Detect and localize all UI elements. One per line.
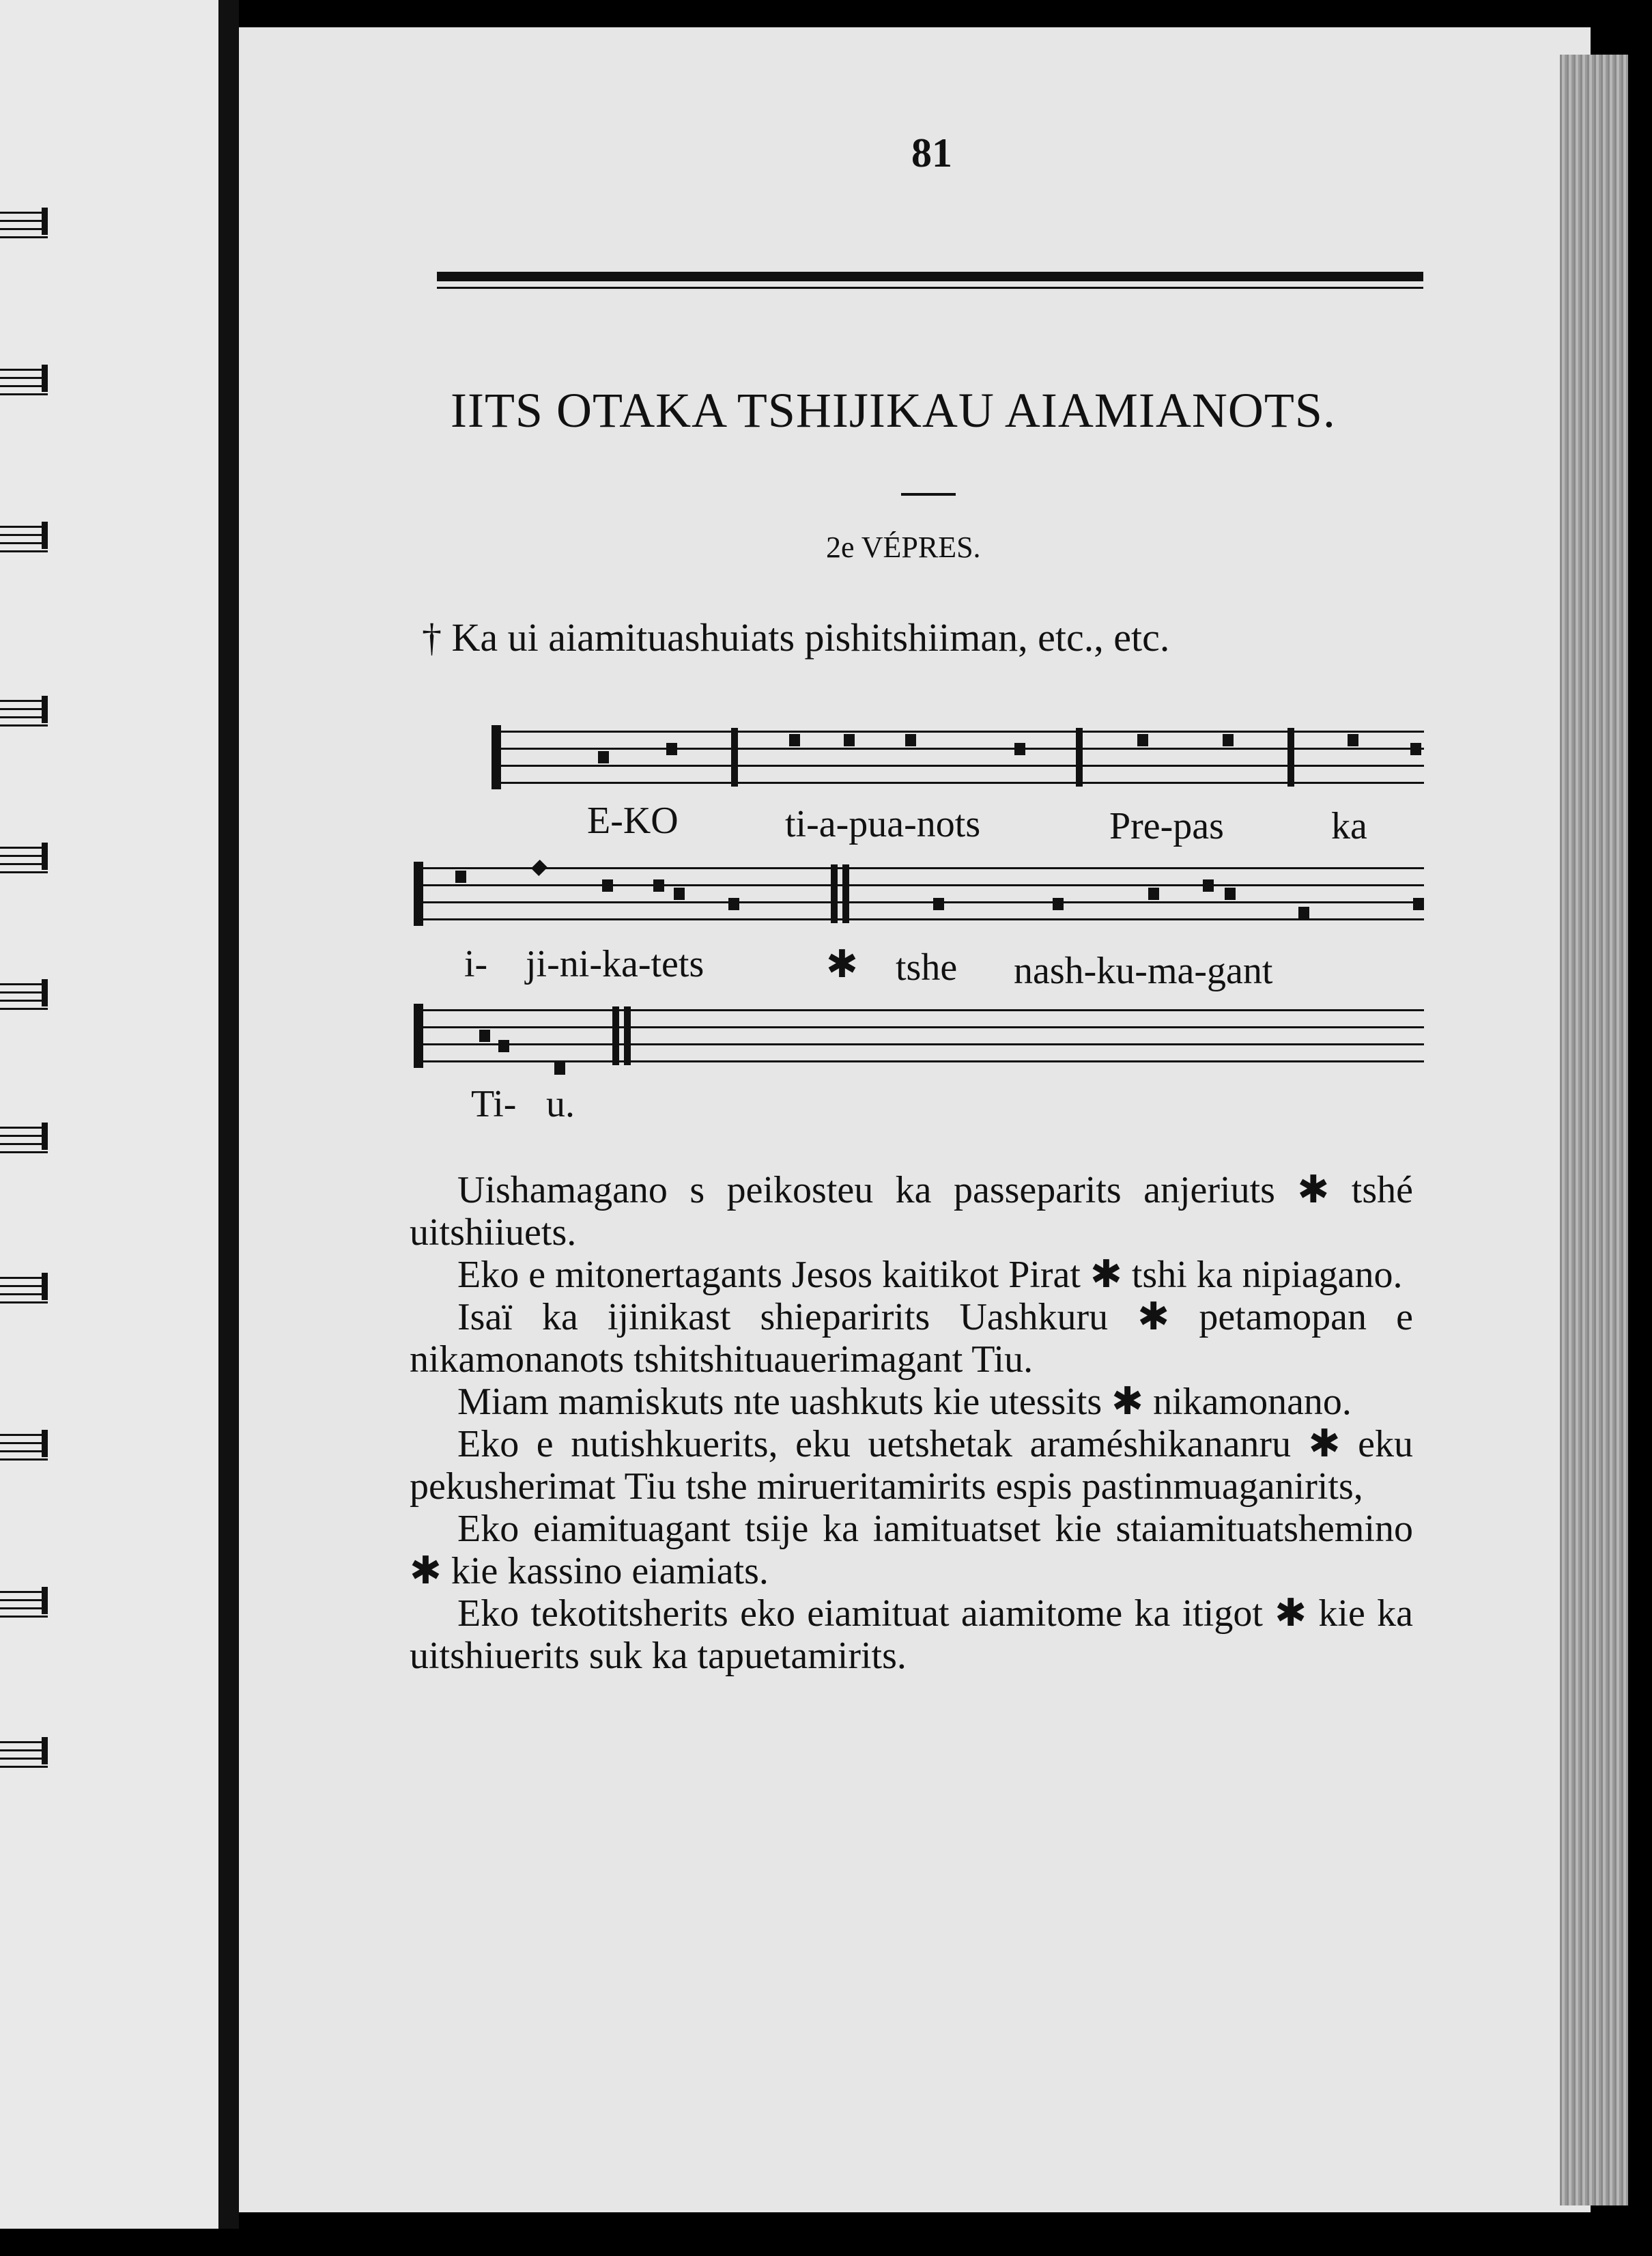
bar-line xyxy=(1287,728,1294,787)
neume xyxy=(1014,743,1025,755)
music-fragment xyxy=(0,1277,48,1304)
neume xyxy=(1298,907,1309,919)
music-fragment xyxy=(0,847,48,874)
verse-paragraph: Eko e nutishkuerits, eku uetshetak araméshikananru ✱ eku pekusherimat Tiu tshe mirueritamirits espis pastinmuaganirits, xyxy=(410,1423,1413,1508)
music-fragment xyxy=(0,1434,48,1461)
neume xyxy=(674,888,685,900)
clef-icon xyxy=(492,725,501,789)
verse-paragraph: Miam mamiskuts nte uashkuts kie utessits ✱ nikamonano. xyxy=(457,1381,1352,1423)
neume xyxy=(1148,888,1159,900)
flat-sign xyxy=(455,871,466,883)
verse-paragraph: Uishamagano s peikosteu ka passeparits anjeriuts ✱ tshé uitshiiuets. xyxy=(410,1169,1413,1254)
music-fragment xyxy=(0,369,48,396)
lyric: E-KO xyxy=(587,800,679,842)
music-staff-3 xyxy=(418,1009,1424,1062)
lyric: ti-a-pua-nots xyxy=(785,803,981,845)
bar-line xyxy=(831,864,838,923)
neume xyxy=(1410,743,1421,755)
bar-line xyxy=(731,728,738,787)
neume xyxy=(1348,734,1358,746)
asterisk-mark: ✱ xyxy=(826,944,858,986)
verse-paragraph: Isaï ka ijinikast shieparirits Uashkuru ✱ petamopan e nikamonanots tshitshituauerimagant Tiu. xyxy=(410,1296,1413,1381)
music-fragment xyxy=(0,983,48,1011)
neume xyxy=(789,734,800,746)
neume xyxy=(554,1062,565,1075)
neume xyxy=(1413,898,1424,910)
psalm-verses xyxy=(410,1169,1413,1677)
book-page xyxy=(239,27,1591,2212)
verse-paragraph: Eko eiamituagant tsije ka iamituatset kie staiamituatshemino ✱ kie kassino eiamiats. xyxy=(410,1508,1413,1592)
music-fragment xyxy=(0,526,48,553)
neume xyxy=(844,734,855,746)
neume xyxy=(1203,879,1214,892)
lyric: Ti- xyxy=(471,1083,517,1125)
neume xyxy=(1137,734,1148,746)
page-stack-edge xyxy=(1560,55,1628,2205)
lyric: Pre-pas xyxy=(1109,805,1224,847)
bar-line xyxy=(612,1006,619,1065)
bar-line xyxy=(842,864,849,923)
music-fragment xyxy=(0,1591,48,1618)
neume xyxy=(1225,888,1236,900)
music-fragment xyxy=(0,700,48,727)
book-gutter xyxy=(218,0,239,2256)
neume xyxy=(479,1030,490,1042)
neume xyxy=(1053,898,1064,910)
neume xyxy=(598,751,609,763)
header-rule-thin xyxy=(437,287,1423,289)
neume xyxy=(498,1040,509,1052)
lyric: i- xyxy=(464,943,488,985)
facing-page-edge xyxy=(0,0,218,2256)
lyric: ji-ni-ka-tets xyxy=(526,943,704,985)
music-fragment xyxy=(0,1127,48,1154)
neume xyxy=(1223,734,1234,746)
music-staff-1 xyxy=(496,731,1424,784)
music-fragment xyxy=(0,1741,48,1768)
scan-border xyxy=(0,2229,1652,2256)
neume xyxy=(728,898,739,910)
lyric: u. xyxy=(546,1083,575,1125)
section-subtitle: 2e VÉPRES. xyxy=(826,531,981,564)
title-divider xyxy=(901,493,956,496)
lyric: ka xyxy=(1331,805,1367,847)
neume xyxy=(666,743,677,755)
clef-icon xyxy=(414,862,423,926)
verse-paragraph: Eko tekotitsherits eko eiamituat aiamitome ka itigot ✱ kie ka uitshiuerits suk ka tapuetamirits. xyxy=(410,1592,1413,1677)
neume xyxy=(602,879,613,892)
music-fragment xyxy=(0,212,48,239)
bar-line xyxy=(1076,728,1083,787)
page-title: IITS OTAKA TSHIJIKAU AIAMIANOTS. xyxy=(451,383,1336,438)
lyric: tshe xyxy=(896,946,958,989)
neume xyxy=(653,879,664,892)
header-rule xyxy=(437,272,1423,281)
clef-icon xyxy=(414,1004,423,1068)
verse-paragraph: Eko e mitonertagants Jesos kaitikot Pirat ✱ tshi ka nipiagano. xyxy=(457,1254,1403,1296)
antiphon-intro: † Ka ui aiamituashuiats pishitshiiman, etc., etc. xyxy=(422,615,1170,660)
neume xyxy=(933,898,944,910)
neume xyxy=(905,734,916,746)
lyric: nash-ku-ma-gant xyxy=(1014,950,1273,992)
page-number: 81 xyxy=(911,130,952,175)
bar-line xyxy=(624,1006,631,1065)
music-staff-2 xyxy=(418,867,1424,920)
